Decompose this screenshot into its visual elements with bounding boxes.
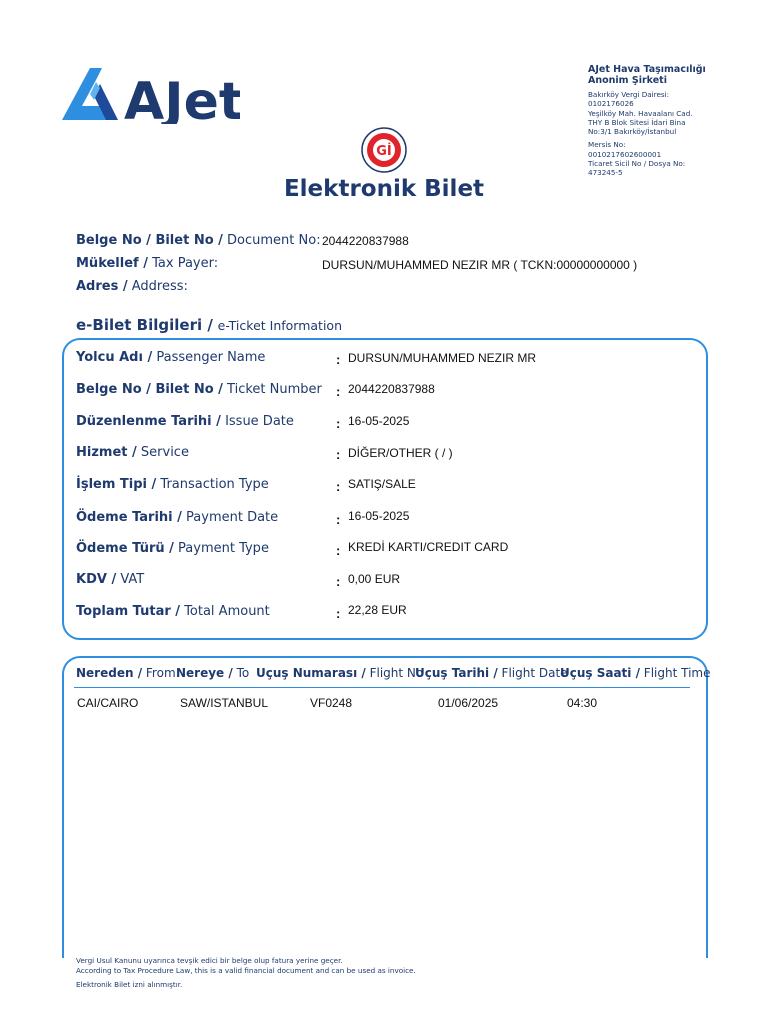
info-colon: : bbox=[336, 352, 341, 367]
cell-to: SAW/ISTANBUL bbox=[180, 696, 269, 710]
ajet-logo bbox=[60, 64, 240, 124]
info-value: 0,00 EUR bbox=[348, 572, 401, 586]
info-value: KREDİ KARTI/CREDIT CARD bbox=[348, 540, 509, 554]
info-label-tr: Belge No / Bilet No / bbox=[76, 382, 223, 397]
col-header-en: From bbox=[145, 666, 176, 680]
info-colon: : bbox=[336, 512, 341, 527]
info-label-tr: Ödeme Tarihi / bbox=[76, 510, 182, 525]
doc-no-label bbox=[76, 233, 321, 248]
company-address-1: Yeşilköy Mah. Havaalanı Cad. bbox=[588, 108, 693, 118]
tax-office-no: 0102176026 bbox=[588, 99, 634, 109]
info-label-en: Payment Date bbox=[186, 510, 279, 525]
col-header-tr: Uçuş Tarihi / bbox=[415, 666, 498, 680]
info-label-en: Ticket Number bbox=[227, 382, 322, 397]
taxpayer-value: DURSUN/MUHAMMED NEZIR MR ( TCKN:00000000000 ) bbox=[322, 258, 638, 272]
info-value: SATIŞ/SALE bbox=[348, 477, 416, 491]
cell-flight-time: 04:30 bbox=[567, 696, 598, 710]
footer-line-2: According to Tax Procedure Law, this is a valid financial document and can be used as invoice. bbox=[76, 966, 416, 975]
info-label-tr: Ödeme Türü / bbox=[76, 541, 174, 556]
info-colon: : bbox=[336, 606, 341, 621]
col-header-to bbox=[176, 666, 249, 680]
info-label-en: Total Amount bbox=[184, 604, 270, 619]
seal-letters: Gİ bbox=[376, 144, 392, 159]
info-label-tr: KDV / bbox=[76, 572, 117, 587]
col-header-en: To bbox=[236, 666, 250, 680]
col-header-flight-date bbox=[415, 666, 568, 680]
info-label-en: Service bbox=[140, 445, 189, 460]
info-label-en: Issue Date bbox=[225, 414, 294, 429]
info-value: 16-05-2025 bbox=[348, 509, 410, 523]
flight-info-box bbox=[62, 656, 708, 958]
info-label-tr: Toplam Tutar / bbox=[76, 604, 181, 619]
company-name-line1: AJet Hava Taşımacılığı bbox=[588, 64, 706, 75]
info-label-tr: İşlem Tipi / bbox=[76, 477, 157, 492]
col-header-tr: Nereye / bbox=[176, 666, 233, 680]
section-title-tr: e-Bilet Bilgileri / bbox=[76, 316, 213, 334]
info-label-en: Payment Type bbox=[178, 541, 269, 556]
gib-seal bbox=[360, 126, 408, 174]
cell-flight-no: VF0248 bbox=[310, 696, 353, 710]
trade-registry-label: Ticaret Sicil No / Dosya No: bbox=[588, 159, 686, 169]
cell-flight-date: 01/06/2025 bbox=[438, 696, 499, 710]
company-info bbox=[588, 64, 738, 178]
info-label-en: VAT bbox=[120, 572, 145, 587]
doc-no-label-tr: Belge No / Bilet No / bbox=[76, 233, 223, 248]
info-colon: : bbox=[336, 543, 341, 558]
info-label-tr: Yolcu Adı / bbox=[76, 350, 153, 365]
taxpayer-label-en: Tax Payer: bbox=[152, 256, 219, 271]
doc-no-value: 2044220837988 bbox=[322, 234, 409, 248]
col-header-en: Flight No bbox=[369, 666, 424, 680]
address-label bbox=[76, 279, 188, 294]
footer-line-1: Vergi Usul Kanunu uyarınca tevşik edici bir belge olup fatura yerine geçer. bbox=[76, 956, 343, 965]
tax-office-label: Bakırköy Vergi Dairesi: bbox=[588, 90, 670, 99]
section-title-en: e-Ticket Information bbox=[217, 318, 342, 333]
info-colon: : bbox=[336, 447, 341, 462]
info-label-en: Transaction Type bbox=[160, 477, 269, 492]
ajet-logo-icon bbox=[60, 64, 240, 124]
info-label-tr: Düzenlenme Tarihi / bbox=[76, 414, 221, 429]
info-colon: : bbox=[336, 479, 341, 494]
col-header-tr: Nereden / bbox=[76, 666, 143, 680]
info-value: DURSUN/MUHAMMED NEZIR MR bbox=[348, 351, 536, 365]
gib-seal-icon bbox=[360, 126, 408, 174]
col-header-tr: Uçuş Saati / bbox=[560, 666, 640, 680]
address-label-en: Address: bbox=[131, 279, 188, 294]
cell-from: CAI/CAIRO bbox=[77, 696, 139, 710]
col-header-en: Flight Date bbox=[501, 666, 568, 680]
col-header-flight-time bbox=[560, 666, 710, 680]
info-label-tr: Hizmet / bbox=[76, 445, 137, 460]
table-header-divider bbox=[74, 687, 690, 688]
address-label-tr: Adres / bbox=[76, 279, 128, 294]
footer-line-3: Elektronik Bilet izni alınmıştır. bbox=[76, 980, 183, 989]
info-label-en: Passenger Name bbox=[156, 350, 266, 365]
col-header-flight-no bbox=[256, 666, 423, 680]
taxpayer-label bbox=[76, 256, 218, 271]
taxpayer-label-tr: Mükellef / bbox=[76, 256, 148, 271]
mersis-label: Mersis No: bbox=[588, 140, 626, 150]
col-header-from bbox=[76, 666, 176, 680]
trade-registry-no: 473245-5 bbox=[588, 168, 623, 178]
company-address-3: No:3/1 Bakırköy/İstanbul bbox=[588, 127, 677, 137]
logo-wordmark: AJet bbox=[124, 72, 240, 124]
info-value: DİĞER/OTHER ( / ) bbox=[348, 446, 453, 460]
info-value: 2044220837988 bbox=[348, 382, 435, 396]
col-header-tr: Uçuş Numarası / bbox=[256, 666, 366, 680]
page-title: Elektronik Bilet bbox=[283, 176, 485, 202]
info-value: 22,28 EUR bbox=[348, 603, 407, 617]
info-colon: : bbox=[336, 574, 341, 589]
info-value: 16-05-2025 bbox=[348, 414, 410, 428]
info-colon: : bbox=[336, 384, 341, 399]
company-address-2: THY B Blok Sitesi İdari Bina bbox=[588, 117, 686, 127]
col-header-en: Flight Time bbox=[643, 666, 711, 680]
info-colon: : bbox=[336, 416, 341, 431]
section-title bbox=[76, 316, 342, 334]
doc-no-label-en: Document No: bbox=[227, 233, 321, 248]
mersis-no: 0010217602600001 bbox=[588, 149, 662, 159]
company-name-line2: Anonim Şirketi bbox=[588, 75, 667, 86]
